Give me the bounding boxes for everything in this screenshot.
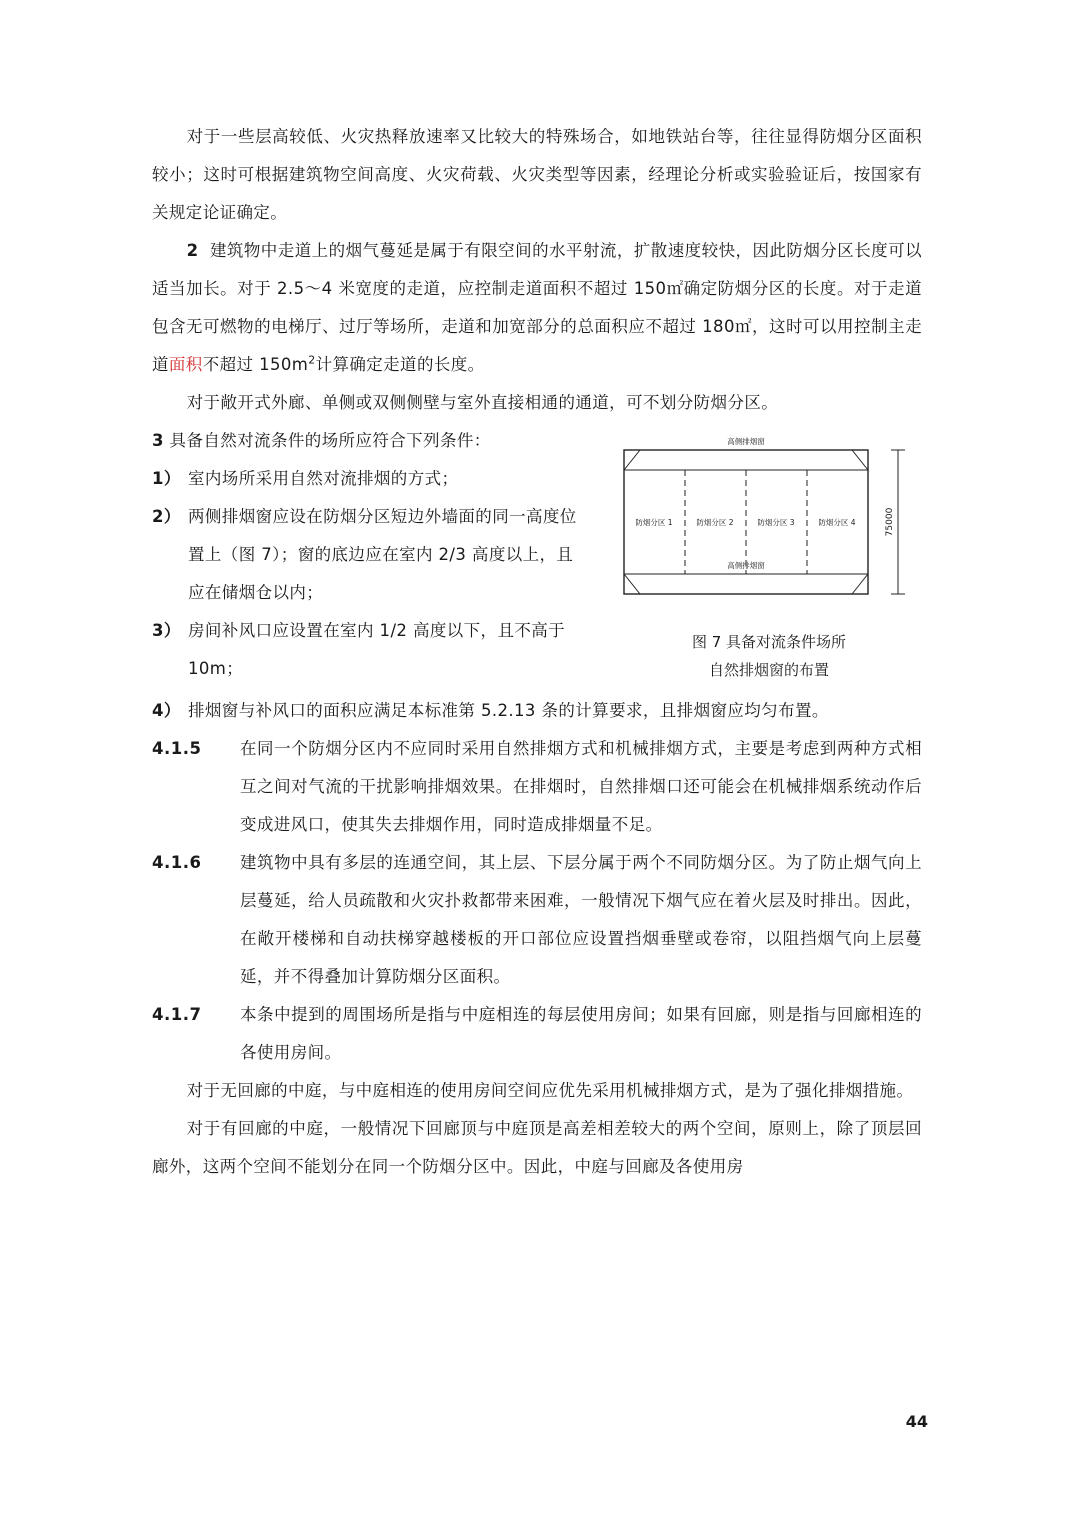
clause-4-1-5-number: 4.1.5 [152, 739, 202, 758]
figure-caption [616, 628, 922, 684]
list-number-2: 2 [186, 241, 199, 260]
figure-zone-3: 防烟分区 3 [757, 518, 795, 527]
paragraph-5: 对于无回廊的中庭，与中庭相连的使用房间空间应优先采用机械排烟方式，是为了强化排烟措施。 [186, 1081, 914, 1100]
sub-item-4-text: 排烟窗与补风口的面积应满足本标准第 5.2.13 条的计算要求，且排烟窗应均匀布置。 [188, 701, 829, 720]
figure-caption-line-1: 图 7 具备对流条件场所 [691, 633, 847, 651]
sub-item-1 [152, 460, 582, 498]
figure-text-wrap [152, 422, 922, 688]
page-content [152, 118, 922, 1186]
list-number-3: 3 [152, 431, 164, 450]
paragraph-3: 对于敞开式外廊、单侧或双侧侧壁与室外直接相通的通道，可不划分防烟分区。 [186, 393, 779, 412]
clause-4-1-5-text: 在同一个防烟分区内不应同时采用自然排烟方式和机械排烟方式，主要是考虑到两种方式相互之间对气流的干扰影响排烟效果。在排烟时，自然排烟口还可能会在机械排烟系统动作后变成进风口，使其失去排烟作用，同时造成排烟量不足。 [240, 739, 922, 834]
page-number: 44 [905, 1412, 928, 1431]
figure-dimension: 75000 [885, 507, 895, 537]
paragraph-2-part-c: ，这时可以用控制主走道 [152, 317, 922, 374]
smoke-zone-diagram-icon [616, 422, 922, 622]
sub-item-3-marker: 3） [152, 621, 181, 640]
paragraph-6: 对于有回廊的中庭，一般情况下回廊顶与中庭顶是高差相差较大的两个空间，原则上，除了顶层回廊外，这两个空间不能划分在同一个防烟分区中。因此，中庭与回廊及各使用房 [152, 1119, 922, 1176]
sub-item-4-marker: 4） [152, 701, 181, 720]
clause-4-1-7-text: 本条中提到的周围场所是指与中庭相连的每层使用房间；如果有回廊，则是指与回廊相连的各使用房间。 [240, 1005, 922, 1062]
highlighted-text-area: 面积 [168, 355, 203, 374]
paragraph-2 [152, 232, 922, 384]
sub-item-2-marker: 2） [152, 507, 181, 526]
paragraph-2-part-d: 不超过 150m [202, 355, 309, 374]
sub-item-2 [152, 498, 582, 612]
clause-4-1-7 [152, 996, 922, 1072]
figure-zone-4: 防烟分区 4 [818, 518, 856, 527]
figure-label-top: 高侧排烟窗 [727, 437, 765, 446]
figure-7-drawing [616, 422, 922, 622]
sub-item-3-text: 房间补风口应设置在室内 1/2 高度以下，且不高于 10m； [188, 621, 566, 678]
clause-4-1-7-number: 4.1.7 [152, 1005, 202, 1024]
paragraph-2-part-b: 确定防烟分区的长度。对于走道包含无可燃物的电梯厅、过厅等场所，走道和加宽部分的总面积应不超过 180㎡ [152, 279, 922, 336]
paragraph-4 [152, 422, 582, 460]
clause-4-1-6-text: 建筑物中具有多层的连通空间，其上层、下层分属于两个不同防烟分区。为了防止烟气向上层蔓延，给人员疏散和火灾扑救都带来困难，一般情况下烟气应在着火层及时排出。因此，在敞开楼梯和自动扶梯穿越楼板的开口部位应设置挡烟垂壁或卷帘，以阻挡烟气向上层蔓延，并不得叠加计算防烟分区面积。 [240, 853, 922, 986]
sub-item-2-text: 两侧排烟窗应设在防烟分区短边外墙面的同一高度位置上（图 7）；窗的底边应在室内 2/3 高度以上，且应在储烟仓以内； [188, 507, 577, 602]
clause-4-1-6-number: 4.1.6 [152, 853, 202, 872]
paragraph-2-part-e: 计算确定走道的长度。 [315, 355, 485, 374]
sub-item-1-marker: 1） [152, 469, 181, 488]
figure-side-text [152, 422, 582, 688]
clause-4-1-6 [152, 844, 922, 996]
clause-4-1-5 [152, 730, 922, 844]
paragraph-1: 对于一些层高较低、火灾热释放速率又比较大的特殊场合，如地铁站台等，往往显得防烟分区面积较小；这时可根据建筑物空间高度、火灾荷载、火灾类型等因素，经理论分析或实验验证后，按国家有关规定论证确定。 [152, 127, 922, 222]
sub-item-3 [152, 612, 582, 688]
paragraph-2-part-a: 建筑物中走道上的烟气蔓延是属于有限空间的水平射流，扩散速度较快，因此防烟分区长度可以适当加长。对于 2.5～4 米宽度的走道，应控制走道面积不超过 150㎡ [152, 241, 922, 298]
figure-zone-1: 防烟分区 1 [635, 518, 673, 527]
figure-caption-line-2: 自然排烟窗的布置 [708, 661, 829, 679]
figure-zone-2: 防烟分区 2 [696, 518, 734, 527]
superscript-2: 2 [308, 353, 316, 367]
figure-7 [616, 422, 922, 684]
sub-item-1-text: 室内场所采用自然对流排烟的方式； [188, 469, 459, 488]
paragraph-4-text: 具备自然对流条件的场所应符合下列条件： [169, 431, 491, 450]
figure-label-bottom: 高侧排烟窗 [727, 561, 765, 570]
sub-item-4 [152, 692, 922, 730]
